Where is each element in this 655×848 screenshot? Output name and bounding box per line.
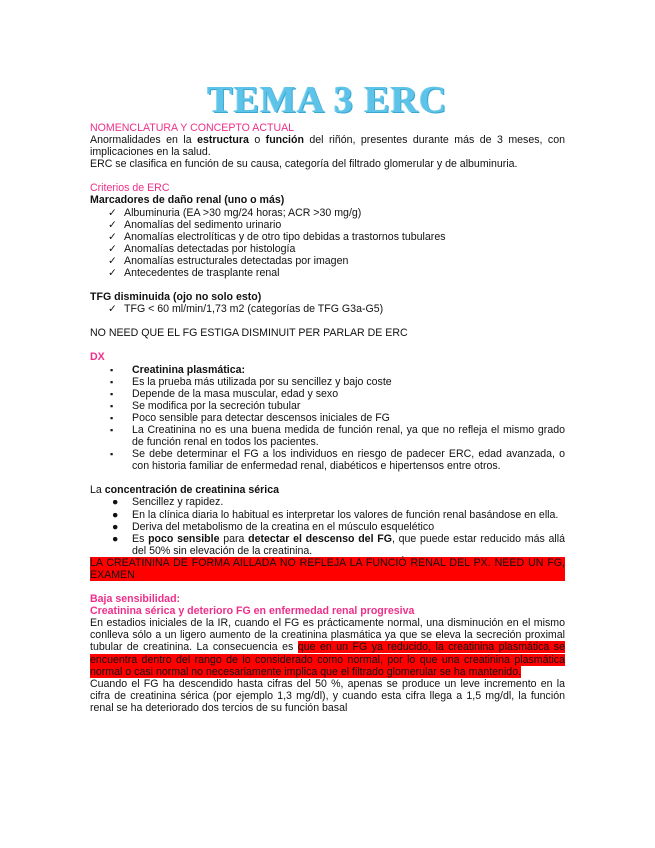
list-item: ✓ Anomalías del sedimento urinario (108, 218, 282, 231)
list-item: ▪ Se modifica por la secreción tubular (110, 399, 301, 412)
baja-paragraph-2: Cuando el FG ha descendido hasta cifras del 50 %, apenas se produce un leve incremento en la cifra de creatinina sérica (por ejemplo 1,3 mg/dl), y cuando esta cifra llega a 1,5 mg/dl, la función renal se ha deteriorado dos tercios de su función basal (90, 677, 565, 714)
bullet-icon: ▪ (110, 364, 114, 375)
list-item: ✓ Anomalías detectadas por histología (108, 242, 296, 255)
check-icon: ✓ (108, 267, 117, 280)
concentracion-intro: La concentración de creatinina sérica (90, 484, 280, 497)
list-item: ✓ Anomalías electrolíticas y de otro tipo debidas a trastornos tubulares (108, 230, 446, 243)
list-item: ▪ La Creatinina no es una buena medida de función renal, ya que no refleja el mismo grado de función renal en todos los pacientes. (110, 423, 565, 449)
bullet-icon: ▪ (110, 424, 114, 435)
tfg-list (90, 303, 565, 315)
list-item: ● Sencillez y rapidez. (112, 496, 224, 509)
list-item: ▪ Es la prueba más utilizada por su sencillez y bajo coste (110, 375, 392, 388)
baja-heading: Baja sensibilidad: (90, 593, 181, 606)
criterios-heading: Criterios de ERC (90, 182, 170, 195)
marcadores-heading: Marcadores de daño renal (uno o más) (90, 194, 285, 207)
bullet-icon: ● (112, 496, 119, 509)
list-item: ✓ TFG < 60 ml/min/1,73 m2 (categorías de TFG G3a-G5) (108, 303, 384, 316)
nomenclatura-paragraph-2: ERC se clasifica en función de su causa, categoría del filtrado glomerular y de albuminuria. (90, 158, 518, 171)
check-icon: ✓ (108, 254, 117, 267)
list-item: ▪ Creatinina plasmática: (110, 363, 246, 376)
nomenclatura-paragraph-1: Anormalidades en la estructura o función del riñón, presentes durante más de 3 meses, con implicaciones en la salud. (90, 134, 565, 159)
document-page (90, 80, 565, 714)
bullet-icon: ● (112, 532, 119, 545)
page-title: TEMA 3 ERC (207, 79, 448, 121)
check-icon: ✓ (108, 218, 117, 231)
marcadores-list (90, 207, 565, 280)
bullet-icon: ● (112, 520, 119, 533)
tfg-heading: TFG disminuida (ojo no solo esto) (90, 291, 262, 304)
nomenclatura-heading: NOMENCLATURA Y CONCEPTO ACTUAL (90, 122, 295, 134)
baja-paragraph-1: En estadios iniciales de la IR, cuando el FG es prácticamente normal, una disminución en el mismo conlleva sólo a un ligero aumento de la creatinina plasmática ya que se eleva la secreción proximal tubular de creatinina. La consecuencia es que en un FG ya reducido, la creatinina plasmática se encuentra dentro del rango de lo considerado como normal, por lo que una creatinina plasmática normal o casi normal no necesariamente implica que el filtrado glomerular se ha mantenido. (90, 617, 565, 678)
list-item: ✓ Albuminuria (EA >30 mg/24 horas; ACR >30 mg/g) (108, 206, 362, 219)
list-item: ▪ Depende de la masa muscular, edad y sexo (110, 387, 339, 400)
bullet-icon: ▪ (110, 400, 114, 411)
check-icon: ✓ (108, 206, 117, 219)
bullet-icon: ▪ (110, 449, 114, 460)
bullet-icon: ▪ (110, 388, 114, 399)
red-highlight-text: que en un FG ya reducido, la creatinina plasmática se encuentra dentro del rango de lo considerado como normal, por lo que una creatinina plasmática normal o casi normal no necesariamente implica que el filtrado glomerular se ha mantenido. (90, 641, 565, 678)
list-item: ✓ Anomalías estructurales detectadas por imagen (108, 254, 349, 267)
bullet-icon: ● (112, 508, 119, 521)
check-icon: ✓ (108, 242, 117, 255)
dx-heading: DX (90, 351, 105, 364)
list-item: ● Es poco sensible para detectar el descenso del FG, que puede estar reducido más allá del 50% sin elevación de la creatinina. (112, 532, 565, 557)
baja-subheading: Creatinina sérica y deterioro FG en enfermedad renal progresiva (90, 605, 415, 618)
list-item: ▪ Poco sensible para detectar descensos iniciales de FG (110, 411, 390, 424)
bullet-icon: ▪ (110, 376, 114, 387)
check-icon: ✓ (108, 303, 117, 316)
list-item: ● En la clínica diaria lo habitual es interpretar los valores de función renal basándose en ella. (112, 508, 559, 521)
list-item: ▪ Se debe determinar el FG a los individuos en riesgo de padecer ERC, edad avanzada, o con historia familiar de enfermedad renal, diabéticos e hipertensos entre otros. (110, 448, 565, 473)
list-item: ● Deriva del metabolismo de la creatina en el músculo esquelético (112, 520, 435, 533)
dx-list (90, 364, 565, 473)
red-highlight-note: LA CREATININA DE FORMA AILLADA NO REFLEJA LA FUNCIÓ RENAL DEL PX. NEED UN FG, EXAMEN (90, 556, 565, 581)
check-icon: ✓ (108, 230, 117, 243)
criterios-note: NO NEED QUE EL FG ESTIGA DISMINUIT PER PARLAR DE ERC (90, 327, 408, 340)
concentracion-list (90, 496, 565, 556)
list-item: ✓ Antecedentes de trasplante renal (108, 267, 280, 280)
bullet-icon: ▪ (110, 412, 114, 423)
